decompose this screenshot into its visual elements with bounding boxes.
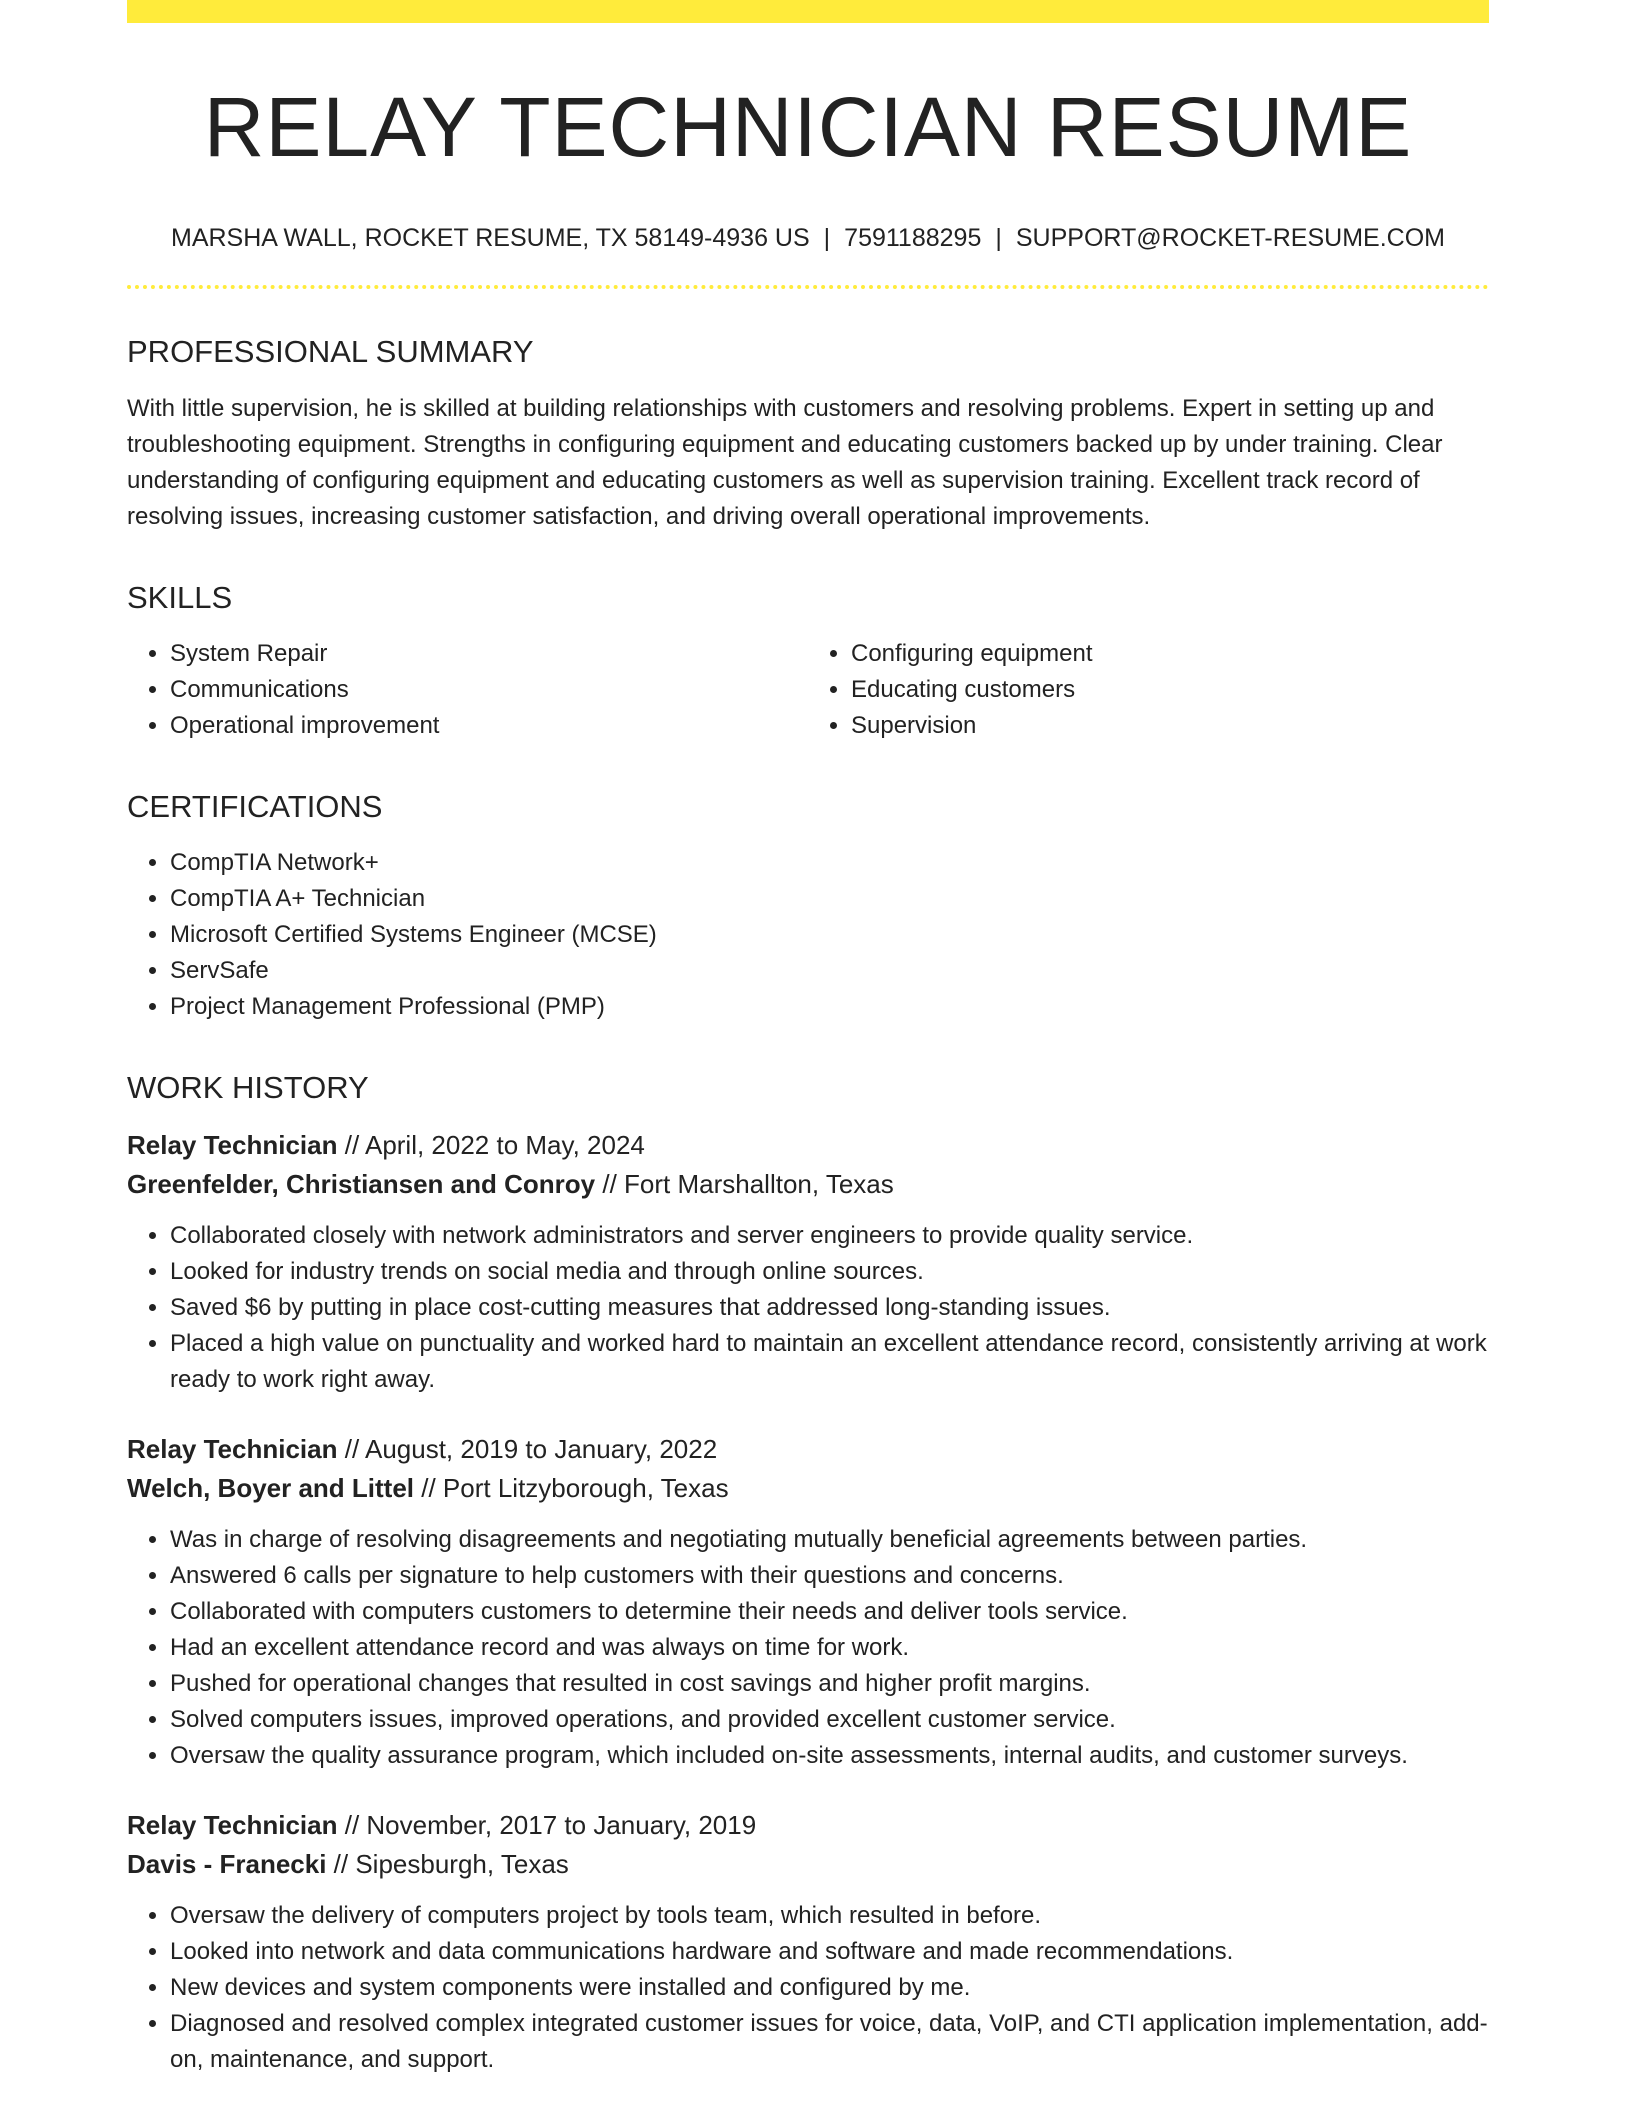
contact-email: SUPPORT@ROCKET-RESUME.COM bbox=[1015, 224, 1445, 253]
skill-item: • Operational improvement bbox=[170, 708, 808, 744]
job-title: Relay Technician bbox=[127, 1810, 338, 1841]
job-location: // Fort Marshallton, Texas bbox=[602, 1169, 894, 1200]
job-bullet: • Diagnosed and resolved complex integrated customer issues for voice, data, VoIP, and CTI application implementation, add-on, maintenance, and support. bbox=[170, 2006, 1489, 2078]
skills-heading: SKILLS bbox=[127, 579, 233, 615]
job-bullet: • Looked into network and data communications hardware and software and made recommendations. bbox=[170, 1934, 1489, 1970]
job-company-line bbox=[127, 1469, 1489, 1508]
certification-item: • CompTIA A+ Technician bbox=[170, 881, 1489, 917]
job-bullets bbox=[127, 1218, 1489, 1398]
skill-item: • Configuring equipment bbox=[851, 636, 1489, 672]
job-company: Davis - Franecki bbox=[127, 1849, 327, 1880]
job-company: Welch, Boyer and Littel bbox=[127, 1473, 415, 1504]
job-bullets bbox=[127, 1522, 1489, 1774]
contact-phone: 7591188295 bbox=[844, 224, 982, 253]
job-bullet: • Solved computers issues, improved operations, and provided excellent customer service. bbox=[170, 1702, 1489, 1738]
contact-address: MARSHA WALL, ROCKET RESUME, TX 58149-4936 US bbox=[171, 224, 810, 253]
job-location: // Sipesburgh, Texas bbox=[333, 1849, 569, 1880]
job-title-line bbox=[127, 1126, 1489, 1165]
skill-item: • Supervision bbox=[851, 708, 1489, 744]
certifications-list bbox=[127, 845, 1489, 1025]
skills-list-left bbox=[127, 636, 808, 744]
job-title-line bbox=[127, 1430, 1489, 1469]
summary-heading: PROFESSIONAL SUMMARY bbox=[127, 334, 534, 370]
job-company-line bbox=[127, 1845, 1489, 1884]
certification-item: • Microsoft Certified Systems Engineer (MCSE) bbox=[170, 917, 1489, 953]
job-company: Greenfelder, Christiansen and Conroy bbox=[127, 1169, 596, 1200]
work-history-heading: WORK HISTORY bbox=[127, 1069, 369, 1105]
accent-top-bar bbox=[127, 0, 1489, 23]
certification-item: • CompTIA Network+ bbox=[170, 845, 1489, 881]
job-entry bbox=[127, 1430, 1489, 1774]
skills-list-right bbox=[808, 636, 1489, 744]
job-dates: // November, 2017 to January, 2019 bbox=[344, 1810, 757, 1841]
job-title-line bbox=[127, 1806, 1489, 1845]
skill-item: • Communications bbox=[170, 672, 808, 708]
job-bullet: • Was in charge of resolving disagreements and negotiating mutually beneficial agreements between parties. bbox=[170, 1522, 1489, 1558]
job-bullet: • Saved $6 by putting in place cost-cutting measures that addressed long-standing issues. bbox=[170, 1290, 1489, 1326]
job-bullet: • Looked for industry trends on social media and through online sources. bbox=[170, 1254, 1489, 1290]
dotted-divider bbox=[127, 285, 1489, 289]
job-bullets bbox=[127, 1898, 1489, 2078]
summary-text: With little supervision, he is skilled at building relationships with customers and resolving problems. Expert in setting up and troubleshooting equipment. Strengths in configuring equipment and educating customers backed up by under training. Clear understanding of configuring equipment and educating customers as well as supervision training. Excellent track record of resolving issues, increasing customer satisfaction, and driving overall operational improvements. bbox=[127, 394, 1443, 530]
skill-item: • System Repair bbox=[170, 636, 808, 672]
job-bullet: • New devices and system components were installed and configured by me. bbox=[170, 1970, 1489, 2006]
contact-separator: | bbox=[823, 224, 831, 253]
job-bullet: • Collaborated with computers customers to determine their needs and deliver tools service. bbox=[170, 1594, 1489, 1630]
job-company-line bbox=[127, 1165, 1489, 1204]
certification-item: • ServSafe bbox=[170, 953, 1489, 989]
certification-item: • Project Management Professional (PMP) bbox=[170, 989, 1489, 1025]
job-title: Relay Technician bbox=[127, 1434, 338, 1465]
job-dates: // April, 2022 to May, 2024 bbox=[344, 1130, 645, 1161]
job-entry bbox=[127, 1126, 1489, 1398]
job-bullet: • Placed a high value on punctuality and worked hard to maintain an excellent attendance record, consistently arriving at work ready to work right away. bbox=[170, 1326, 1489, 1398]
skill-item: • Educating customers bbox=[851, 672, 1489, 708]
job-bullet: • Had an excellent attendance record and was always on time for work. bbox=[170, 1630, 1489, 1666]
contact-line bbox=[127, 223, 1489, 253]
job-bullet: • Answered 6 calls per signature to help customers with their questions and concerns. bbox=[170, 1558, 1489, 1594]
job-title: Relay Technician bbox=[127, 1130, 338, 1161]
skills-grid bbox=[127, 636, 1489, 744]
resume-page bbox=[127, 0, 1489, 2078]
job-entry bbox=[127, 1806, 1489, 2078]
job-bullet: • Collaborated closely with network administrators and server engineers to provide quality service. bbox=[170, 1218, 1489, 1254]
resume-title: RELAY TECHNICIAN RESUME bbox=[203, 80, 1413, 174]
job-bullet: • Oversaw the quality assurance program, which included on-site assessments, internal audits, and customer surveys. bbox=[170, 1738, 1489, 1774]
certifications-heading: CERTIFICATIONS bbox=[127, 788, 383, 824]
job-bullet: • Oversaw the delivery of computers project by tools team, which resulted in before. bbox=[170, 1898, 1489, 1934]
job-dates: // August, 2019 to January, 2022 bbox=[344, 1434, 718, 1465]
job-bullet: • Pushed for operational changes that resulted in cost savings and higher profit margins. bbox=[170, 1666, 1489, 1702]
job-location: // Port Litzyborough, Texas bbox=[421, 1473, 729, 1504]
contact-separator: | bbox=[995, 224, 1002, 253]
